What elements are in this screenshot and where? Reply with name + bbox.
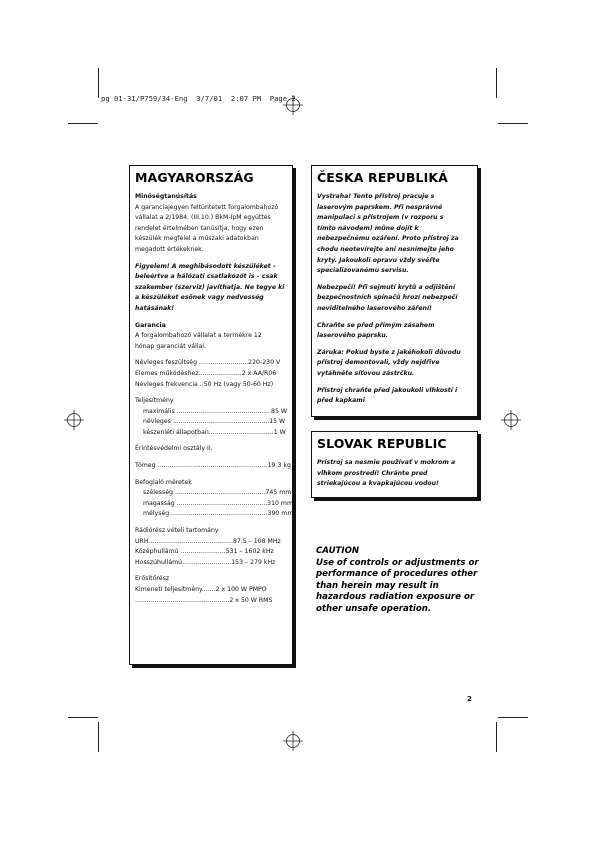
czech-content — [317, 192, 475, 407]
spec-row: készenléti állapotban.................................1 W — [143, 428, 286, 436]
text-line: hónap garanciát vállal. — [135, 342, 206, 350]
spec-row: Elemes működéshez......................2 x AA/R06 — [135, 369, 277, 377]
text-line: nebezpečnému ozáření. Proto přístroj za — [317, 235, 459, 243]
spec-group-power-supply — [135, 358, 289, 390]
text-line: Záruka: Pokud byste z jakéhokoli důvodu — [317, 348, 461, 356]
crop-mark — [496, 68, 497, 98]
text-line: A garanciajegyen feltüntetett forgalombahozó — [135, 203, 279, 211]
hungary-content — [135, 192, 294, 606]
spec-heading: Teljesítmény — [135, 397, 174, 405]
protection-class: Érintésvédelmi osztály II. — [135, 445, 213, 453]
text-line: manipulaci s přístrojem (v rozporu s — [317, 214, 444, 222]
spec-row: magasság ..............................................310 mm — [143, 499, 293, 507]
crop-mark — [98, 722, 99, 752]
text-line: hazardous radiation exposure or — [316, 592, 475, 603]
quality-heading: Minőségtanúsítás — [135, 193, 197, 200]
czech-paragraph — [317, 321, 475, 342]
registration-mark-icon — [501, 410, 521, 430]
registration-mark-icon — [283, 731, 303, 751]
garancia-heading: Garancia — [135, 321, 166, 329]
text-line: Figyelem! A meghibásodott készüléket – — [135, 262, 276, 270]
text-line: Přístroj chraňte před jakoukoli vlhkostí i — [317, 386, 458, 394]
czech-paragraph — [317, 386, 475, 407]
spec-row: URH...........................................87.5 – 108 MHz — [135, 537, 281, 545]
spec-row: mélység .................................................390 mm — [143, 510, 294, 518]
text-line: Vystraha! Tento přístroj pracuje s — [317, 193, 435, 200]
spec-group-radio — [135, 526, 289, 568]
spec-group-dimensions — [135, 478, 294, 520]
text-line: Use of controls or adjustments or — [316, 557, 479, 568]
crop-mark — [98, 68, 99, 98]
text-line: přístroj demontovali, vždy nejdřive — [317, 359, 440, 367]
spec-group-amplifier — [135, 574, 289, 606]
text-line: Prístroj sa nesmie používať v mokrom a — [317, 459, 456, 466]
text-line: beleértve a hálózati csatlakozót is – csak — [135, 273, 278, 281]
slovak-content — [317, 458, 475, 490]
text-line: specializovanému servisu. — [317, 267, 409, 275]
czech-paragraph — [317, 192, 475, 277]
spec-row: Névleges feszültség .........................220-230 V — [135, 359, 281, 367]
garancia-paragraph — [135, 331, 289, 352]
text-line: vytáhněte síťovou zástrčku. — [317, 369, 415, 377]
text-line: a készüléket esőnek vagy nedvesség — [135, 294, 264, 302]
text-line: készülék megfelel a műszaki adatokban — [135, 235, 259, 243]
text-line: bezpečnostních spínačů hrozí nebezpečí — [317, 294, 458, 302]
spec-row: Hosszúhullámú.........................153 – 279 kHz — [135, 558, 276, 566]
czech-paragraph — [317, 283, 475, 315]
text-line: neviditelného laserového záření! — [317, 304, 432, 312]
czech-title: ČESKA REPUBLIKÁ — [317, 170, 448, 185]
spec-group-power — [135, 396, 289, 438]
warning-paragraph — [135, 262, 289, 315]
text-line: laserového paprsku. — [317, 332, 389, 340]
crop-mark — [68, 717, 98, 718]
czech-paragraph — [317, 348, 475, 380]
spec-row: Középhullámú .......................531 – 1602 kHz — [135, 548, 274, 556]
spec-heading: Rádiórész vételi tartomány — [135, 527, 219, 535]
text-line: megadott értékeknek. — [135, 245, 204, 253]
print-slug: pg 01-31/P759/34-Eng 3/7/01 2:07 PM Page 2 — [101, 94, 296, 103]
spec-row: ................................................2 x 50 W RMS — [135, 596, 273, 604]
spec-row: maximális ................................................85 W — [143, 407, 288, 415]
crop-mark — [68, 123, 98, 124]
registration-mark-icon — [64, 410, 84, 430]
crop-mark — [496, 722, 497, 752]
text-line: rendelet értelmében tanúsítja, hogy ezen — [135, 224, 264, 232]
text-line: performance of procedures other — [316, 569, 478, 580]
text-line: chodu neotevírejte ani nesnímejte jeho — [317, 245, 454, 253]
text-line: other unsafe operation. — [316, 603, 432, 614]
spec-row: névleges .................................................15 W — [143, 418, 286, 426]
spec-row: Névleges frekvencia ..50 Hz (vagy 50-60 Hz) — [135, 380, 274, 388]
spec-row: Kimeneti teljesítmény.......2 x 100 W PMPO — [135, 586, 267, 593]
crop-mark — [498, 717, 528, 718]
caution-block — [316, 546, 486, 616]
text-line: Nebezpečí! Při sejmutí krytů a odjištění — [317, 283, 456, 291]
spec-row: szélesség ..............................................745 mm — [143, 489, 292, 497]
text-line: than herein may result in — [316, 580, 439, 591]
crop-mark — [498, 123, 528, 124]
page-number: 2 — [467, 695, 472, 703]
text-line: tímto návodem) můne dojít k — [317, 224, 419, 232]
weight-row: Tömeg ........................................................19.3 kg — [135, 462, 291, 470]
text-line: Chraňte se před přímým zásahem — [317, 321, 435, 329]
spec-heading: Befoglaló méretek — [135, 478, 192, 486]
text-line: kryty. Jakoukoli opravu vždy svěřte — [317, 256, 440, 264]
text-line: striekajúcou a kvapkajúcou vodou! — [317, 480, 439, 488]
spec-heading: Erősítőrész — [135, 575, 170, 583]
text-line: vállalat a 2/1984. (III.10.) BkM-IpM együttes — [135, 214, 271, 222]
caution-heading: CAUTION — [316, 546, 360, 556]
slovak-title: SLOVAK REPUBLIC — [317, 436, 447, 451]
text-line: vlhkom prostredí! Chránte pred — [317, 469, 428, 477]
text-line: szakember (szerviz) javíthatja. Ne tegye ki — [135, 283, 285, 291]
text-line: před kapkami — [317, 397, 365, 405]
text-line: hatásának! — [135, 304, 175, 312]
hungary-title: MAGYARORSZÁG — [135, 170, 254, 185]
quality-paragraph — [135, 203, 289, 256]
text-line: A forgalombahozó vállalat a termékre 12 — [135, 332, 262, 340]
text-line: laserovým paprskem. Při nesprávné — [317, 203, 443, 211]
